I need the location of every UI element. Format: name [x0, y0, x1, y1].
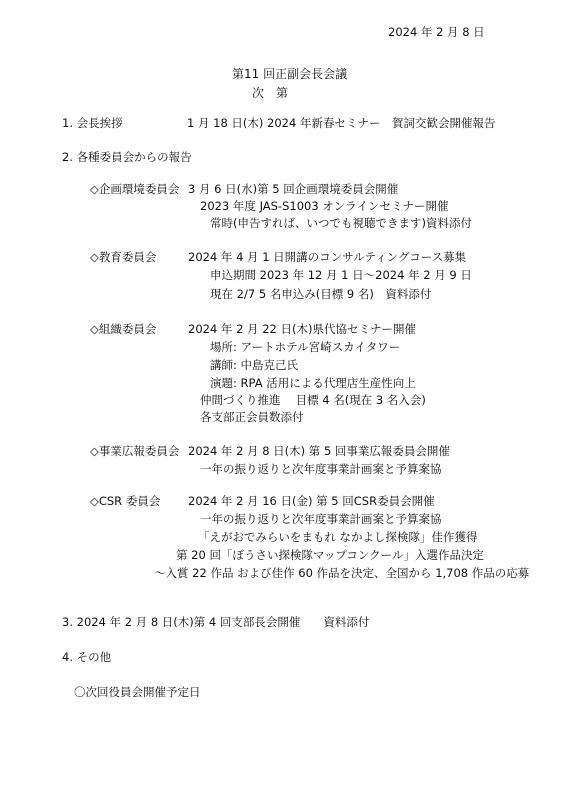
soshiki-line5: 仲間づくり推進 目標 4 名(現在 3 名入会): [200, 393, 426, 407]
item1-label: 1. 会長挨拶: [62, 116, 123, 130]
csr-line5: ～入賞 22 作品 および佳作 60 作品を決定、全国から 1,708 作品の応募: [154, 566, 530, 580]
kikaku-line1: 3 月 6 日(水)第 5 回企画環境委員会開催: [188, 182, 399, 196]
jigyo-line2: 一年の振り返りと次年度事業計画案と予算案協: [200, 462, 442, 476]
jigyo-committee-name: ◇事業広報委員会: [90, 444, 180, 458]
jigyo-line1: 2024 年 2 月 8 日(木) 第 5 回事業広報委員会開催: [188, 444, 450, 458]
document-title: 第11 回正副会長会議: [232, 67, 348, 81]
kyoiku-line3: 現在 2/7 5 名申込み(目標 9 名) 資料添付: [210, 287, 432, 301]
item3-text: 3. 2024 年 2 月 8 日(木)第 4 回支部長会開催 資料添付: [62, 615, 370, 629]
soshiki-line4: 演題: RPA 活用による代理店生産性向上: [210, 376, 416, 390]
kyoiku-line2: 申込期間 2023 年 12 月 1 日～2024 年 2 月 9 日: [210, 268, 472, 282]
document-date: 2024 年 2 月 8 日: [388, 25, 485, 39]
csr-line1: 2024 年 2 月 16 日(金) 第 5 回CSR委員会開催: [188, 494, 435, 508]
soshiki-line1: 2024 年 2 月 22 日(木)県代協セミナー開催: [188, 322, 416, 336]
kikaku-line3: 常時(申告すれば、いつでも視聴できます)資料添付: [210, 216, 472, 230]
csr-line2: 一年の振り返りと次年度事業計画案と予算案協: [200, 512, 442, 526]
kikaku-line2: 2023 年度 JAS-S1003 オンラインセミナー開催: [200, 199, 449, 213]
kyoiku-line1: 2024 年 4 月 1 日開講のコンサルティングコース募集: [188, 250, 467, 264]
item2-label: 2. 各種委員会からの報告: [62, 150, 192, 164]
csr-line3: 「えがおでみらいをまもれ なかよし探検隊」佳作獲得: [198, 530, 478, 544]
soshiki-line6: 各支部正会員数添付: [200, 410, 304, 424]
item4-label: 4. その他: [62, 650, 112, 664]
csr-committee-name: ◇CSR 委員会: [90, 494, 161, 508]
csr-line4: 第 20 回「ぼうさい探検隊マップコンクール」入選作品決定: [176, 548, 484, 562]
document-subtitle: 次 第: [252, 86, 289, 100]
soshiki-committee-name: ◇組織委員会: [90, 322, 157, 336]
soshiki-line3: 講師: 中島克己氏: [210, 358, 299, 372]
item1-text: 1 月 18 日(木) 2024 年新春セミナー 賀詞交歓会開催報告: [187, 116, 496, 130]
soshiki-line2: 場所: アートホテル宮崎スカイタワー: [210, 340, 401, 354]
item4-sub: 〇次回役員会開催予定日: [74, 685, 201, 699]
kikaku-committee-name: ◇企画環境委員会: [90, 182, 180, 196]
kyoiku-committee-name: ◇教育委員会: [90, 250, 157, 264]
